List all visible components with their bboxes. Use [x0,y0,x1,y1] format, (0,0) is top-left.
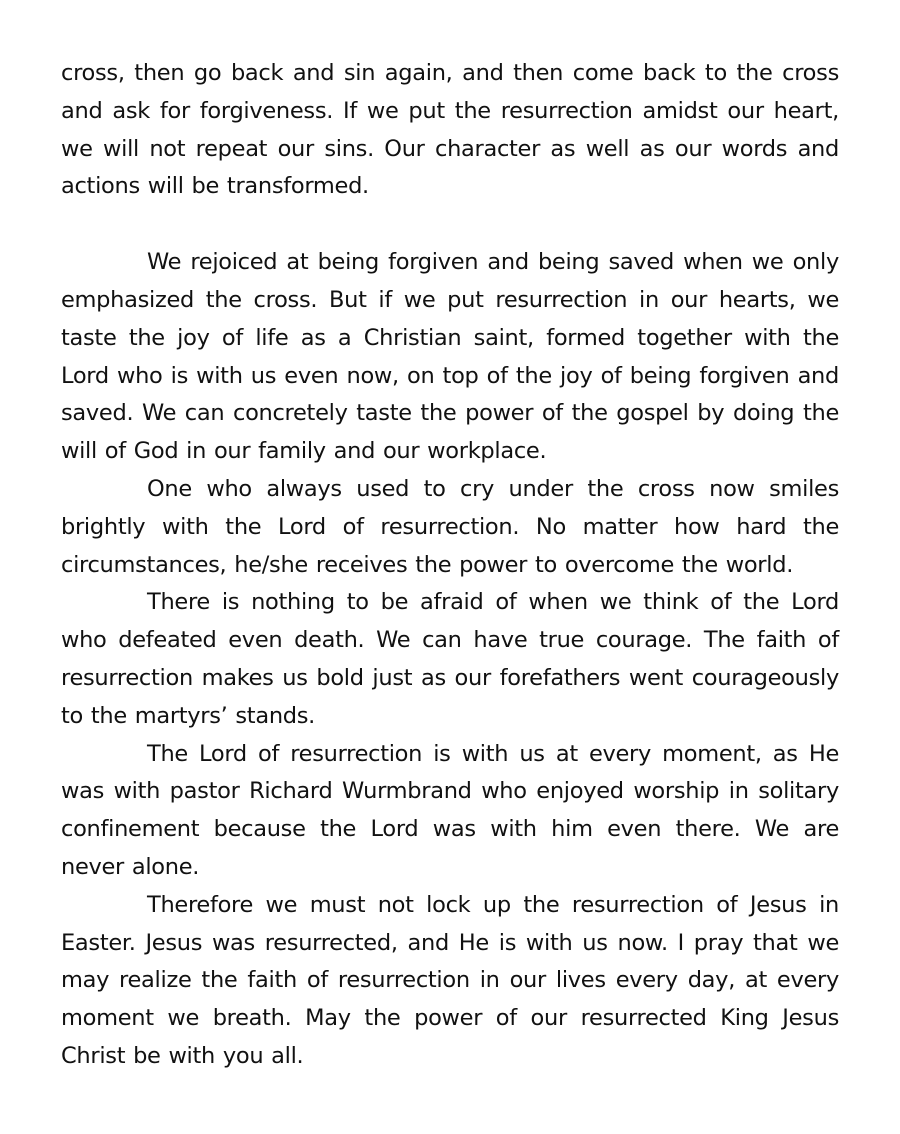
paragraph-5: The Lord of resurrection is with us at every moment, as He was with pastor Richard Wurmbrand who enjoyed worship in solitary confinement because the Lord was with him even there. We are never alone. [61,740,839,880]
paragraph-2: We rejoiced at being forgiven and being saved when we only emphasized the cross. But if we put resurrection in our hearts, we taste the joy of life as a Christian saint, formed together with the Lord who is with us even now, on top of the joy of being forgiven and saved. We can concretely taste the power of the gospel by doing the will of God in our family and our workplace. [61,249,839,465]
paragraph-1: cross, then go back and sin again, and then come back to the cross and ask for forgiveness. If we put the resurrection amidst our heart, we will not repeat our sins. Our character as well as our words and actions will be transformed. [61,60,839,200]
paragraph-gap [61,206,839,244]
paragraph-6: Therefore we must not lock up the resurrection of Jesus in Easter. Jesus was resurrected, and He is with us now. I pray that we may realize the faith of resurrection in our lives every day, at every moment we breath. May the power of our resurrected King Jesus Christ be with you all. [61,891,839,1069]
paragraph-3: One who always used to cry under the cross now smiles brightly with the Lord of resurrection. No matter how hard the circumstances, he/she receives the power to overcome the world. [61,475,839,578]
document-page [61,55,839,1076]
paragraph-4: There is nothing to be afraid of when we think of the Lord who defeated even death. We can have true courage. The faith of resurrection makes us bold just as our forefathers went courageously to the martyrs’ stands. [61,589,839,729]
